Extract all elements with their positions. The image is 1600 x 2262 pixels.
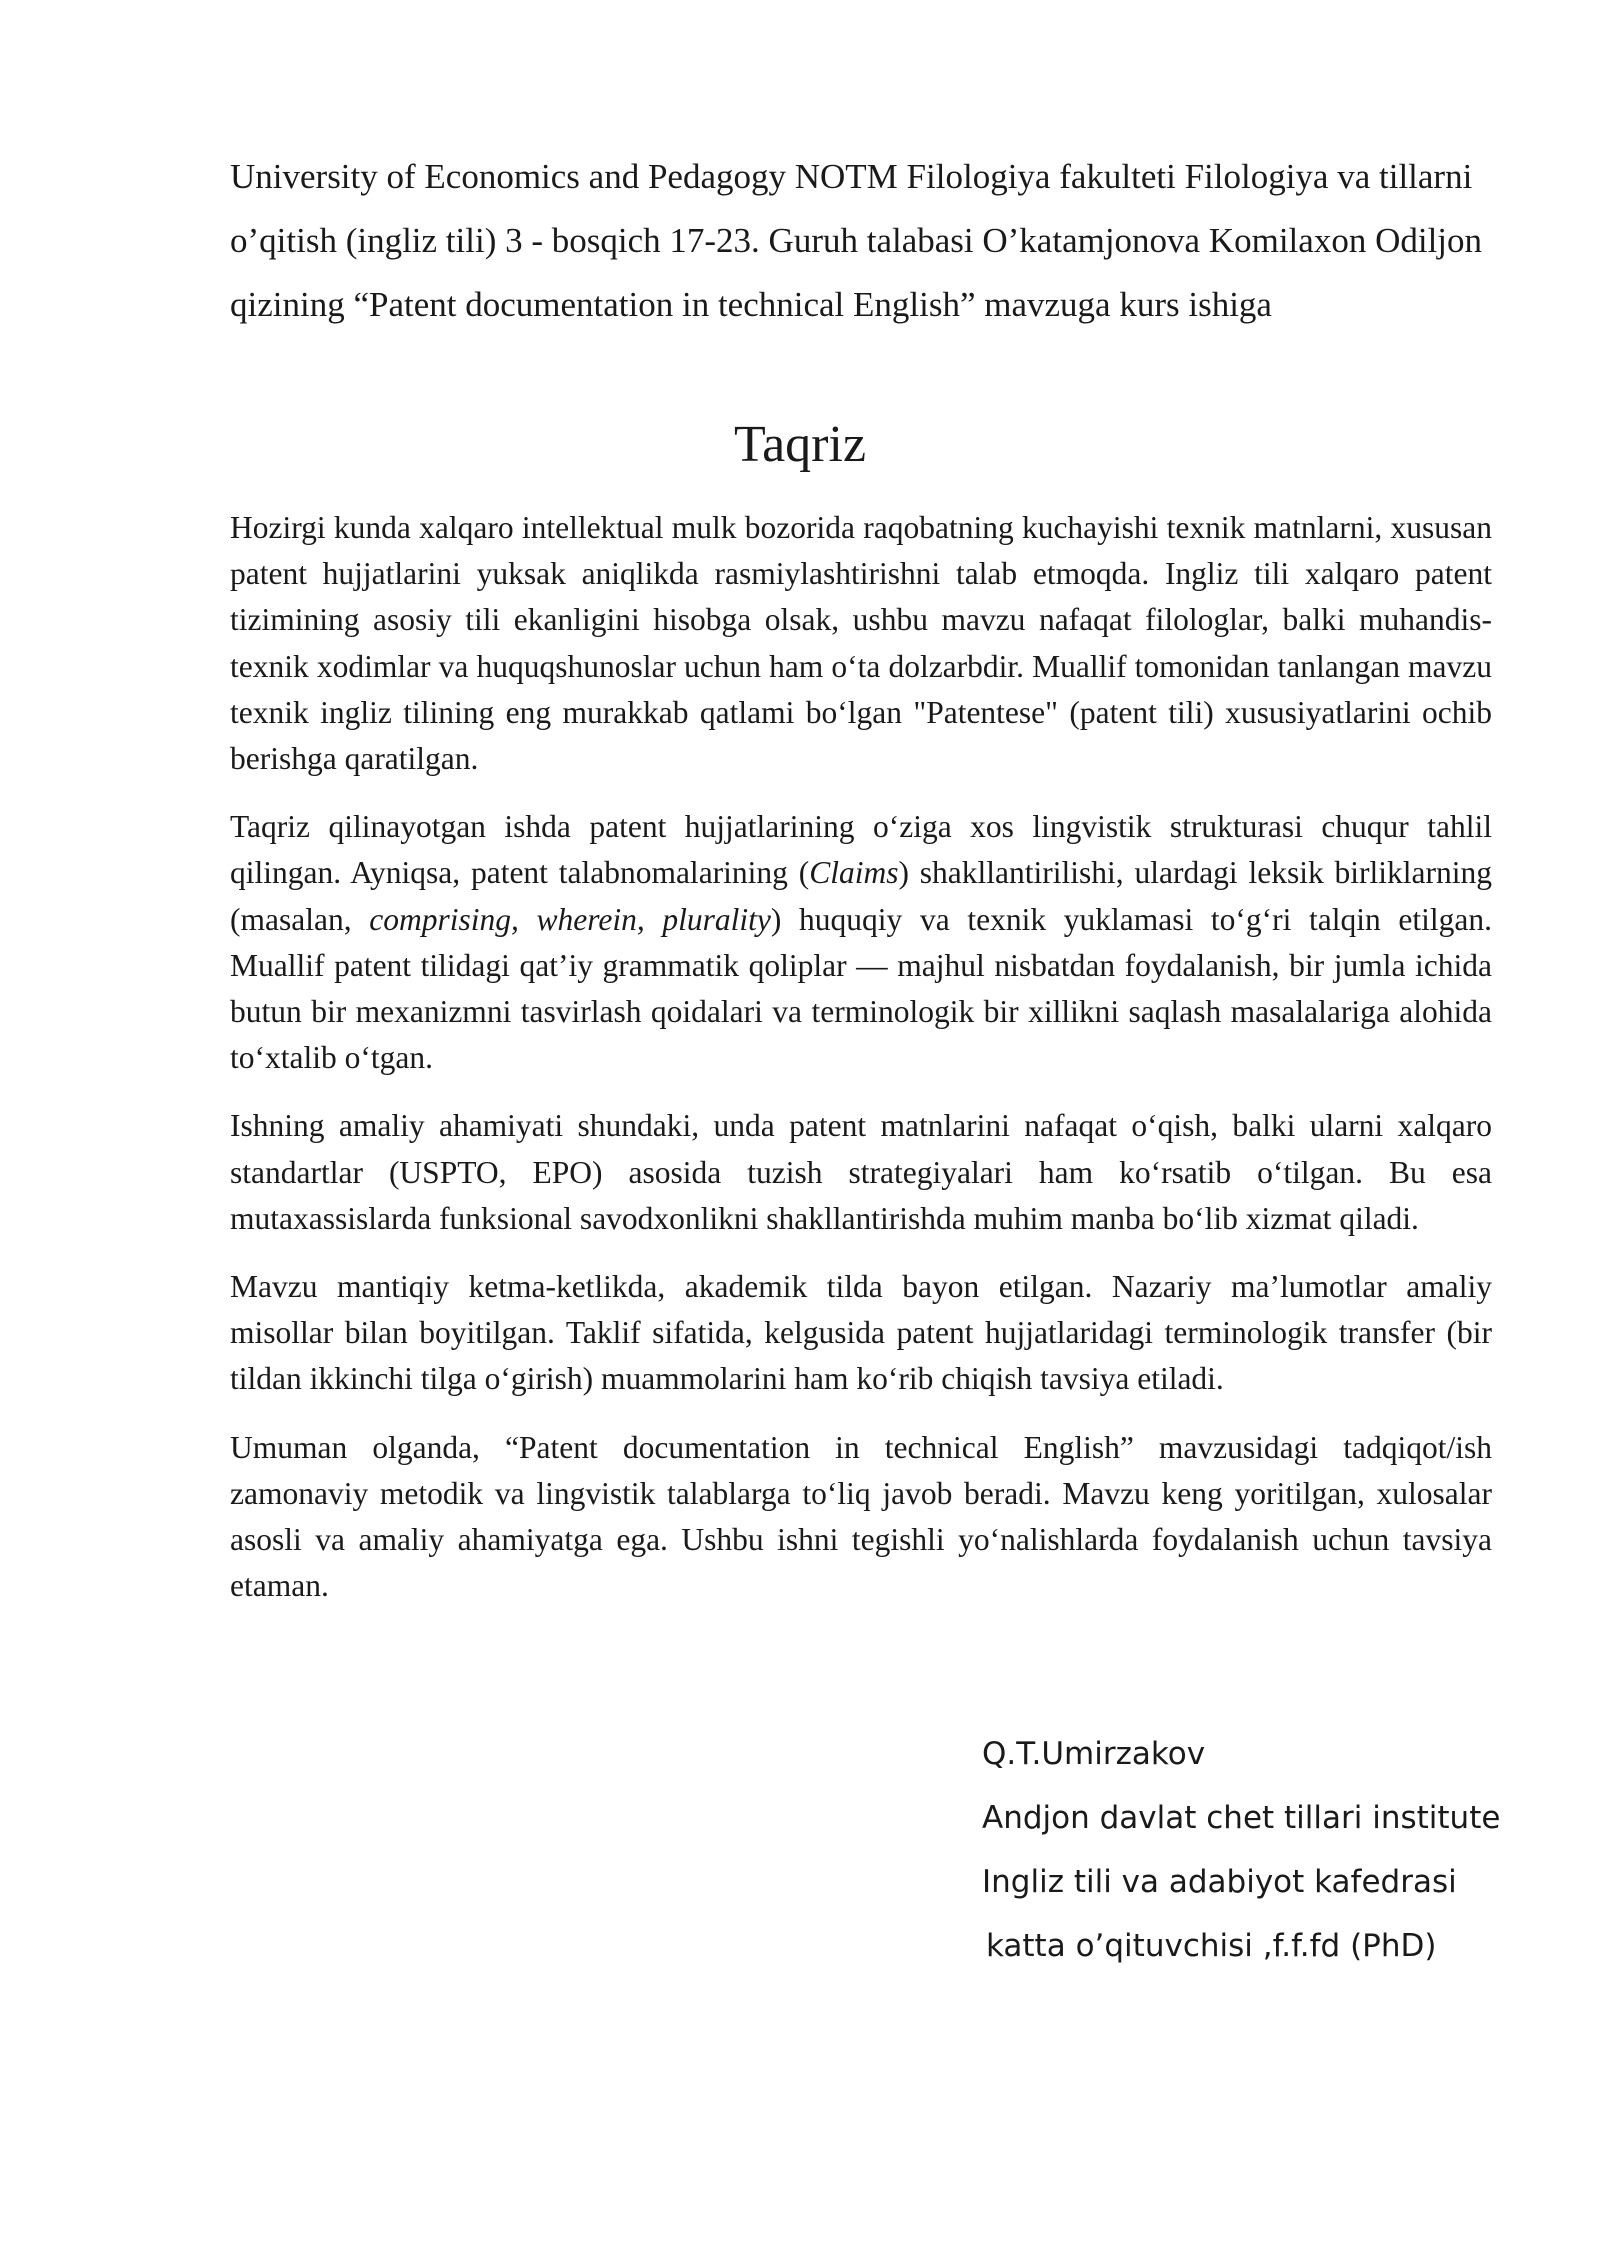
page-title-text: Taqriz <box>733 416 867 473</box>
reviewer-position: katta o’qituvchisi ,f.f.fd (PhD) <box>986 1928 1437 1964</box>
paragraph-2-part-c: ) huquqiy va texnik yuklamasi to‘g‘ri talqin etilgan. Muallif patent tilidagi qat’iy grammatik qoliplar — majhul nisbatdan foydalanish, bir jumla ichida butun bir mexanizmni tasvirlash qoidalari va terminologik bir xillikni saqlash masalalariga alohida to‘xtalib o‘tgan. <box>230 901 1492 1076</box>
paragraph-5: Umuman olganda, “Patent documentation in technical English” mavzusidagi tadqiqot/ish zamonaviy metodik va lingvistik talablarga to‘liq javob beradi. Mavzu keng yoritilgan, xulosalar asosli va amaliy ahamiyatga ega. Ushbu ishni tegishli yo‘nalishlarda foydalanish uchun tavsiya etaman. <box>230 1429 1492 1604</box>
paragraph-4: Mavzu mantiqiy ketma-ketlikda, akademik tilda bayon etilgan. Nazariy ma’lumotlar amaliy misollar bilan boyitilgan. Taklif sifatida, kelgusida patent hujjatlaridagi terminologik transfer (bir tildan ikkinchi tilga o‘girish) muammolarini ham ko‘rib chiqish tavsiya etiladi. <box>230 1269 1492 1397</box>
paragraph-2-part-b: ) shakllantirilishi, ulardagi leksik birliklarning (masalan, <box>230 855 1492 937</box>
paragraph-3: Ishning amaliy ahamiyati shundaki, unda patent matnlarini nafaqat o‘qish, balki ularni xalqaro standartlar (USPTO, EPO) asosida tuzish strategiyalari ham ko‘rsatib o‘tilgan. Bu esa mutaxassislarda funksional savodxonlikni shakllantirishda muhim manba bo‘lib xizmat qiladi. <box>230 1108 1492 1236</box>
paragraph-1: Hozirgi kunda xalqaro intellektual mulk bozorida raqobatning kuchayishi texnik matnlarni, xususan patent hujjatlarini yuksak aniqlikda rasmiylashtirishni talab etmoqda. Ingliz tili xalqaro patent tizimining asosiy tili ekanligini hisobga olsak, ushbu mavzu nafaqat filologlar, balki muhandis-texnik xodimlar va huquqshunoslar uchun ham o‘ta dolzarbdir. Muallif tomonidan tanlangan mavzu texnik ingliz tilining eng murakkab qatlami bo‘lgan "Patentese" (patent tili) xususiyatlarini ochib berishga qaratilgan. <box>230 510 1492 777</box>
signature-block <box>982 1722 1542 1978</box>
reviewer-name: Q.T.Umirzakov <box>982 1736 1206 1772</box>
paragraph-2 <box>230 804 1492 1081</box>
page-title <box>0 410 1600 480</box>
paragraph-2-part-a: Taqriz qilinayotgan ishda patent hujjatlarining o‘ziga xos lingvistik strukturasi chuqur tahlil qilingan. Ayniqsa, patent talabnomalarining ( <box>230 809 1492 891</box>
claims-term: Claims <box>809 855 899 891</box>
legal-terms: comprising, wherein, plurality <box>369 901 771 937</box>
review-body <box>230 505 1492 1631</box>
reviewer-department: Ingliz tili va adabiyot kafedrasi <box>982 1864 1457 1900</box>
reviewer-institution: Andjon davlat chet tillari institute <box>982 1800 1501 1836</box>
document-header: University of Economics and Pedagogy NOTM Filologiya fakulteti Filologiya va tillarni o’qitish (ingliz tili) 3 - bosqich 17-23. Guruh talabasi O’katamjonova Komilaxon Odiljon qizining “Patent documentation in technical English” mavzuga kurs ishiga <box>230 157 1483 324</box>
